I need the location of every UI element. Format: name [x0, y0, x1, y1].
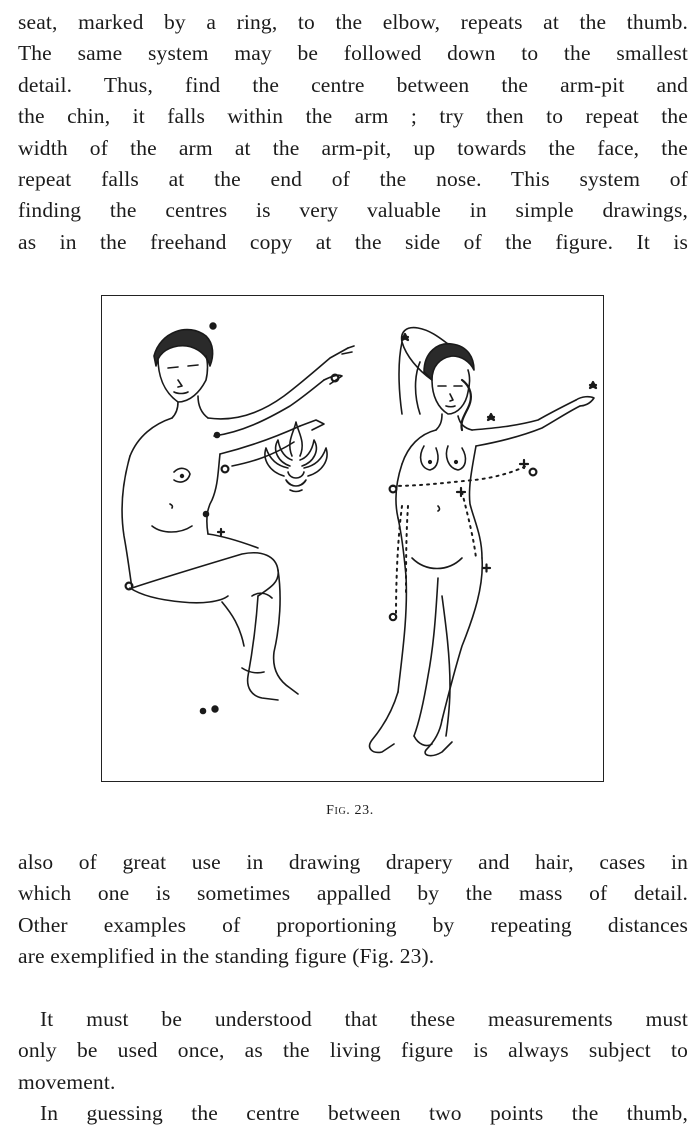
- standing-figure-drawing: [370, 328, 594, 756]
- marker-ring: [530, 469, 537, 476]
- marker-dot: [201, 709, 205, 713]
- marker-cross: [457, 488, 465, 496]
- marker-ring: [222, 466, 229, 473]
- figure-caption: Fig. 23.: [326, 803, 374, 818]
- text-line: also of great use in drawing drapery and hair, cases in: [18, 850, 688, 874]
- text-line: are exemplified in the standing figure (Fig. 23).: [18, 944, 435, 969]
- text-line: It must be understood that these measurements must: [40, 1007, 688, 1031]
- paragraph-bottom: [18, 847, 688, 973]
- marker-star: [488, 414, 494, 420]
- text-line: width of the arm at the arm-pit, up towards the face, the: [18, 135, 688, 160]
- marker-ring: [390, 614, 396, 620]
- marker-dot: [215, 433, 219, 437]
- text-line: movement.: [18, 1069, 116, 1094]
- figure-illustration: [102, 296, 605, 783]
- figure-23: [101, 295, 604, 782]
- marker-ring: [332, 375, 339, 382]
- measurement-markers: [126, 323, 596, 713]
- marker-cross: [218, 529, 224, 535]
- marker-ring: [390, 486, 397, 493]
- marker-dot: [204, 512, 208, 516]
- marker-dot: [212, 706, 217, 711]
- text-line: detail. Thus, find the centre between the arm-pit and: [18, 72, 688, 97]
- text-line: as in the freehand copy at the side of the figure. It is: [18, 229, 688, 254]
- marker-cross: [483, 565, 490, 572]
- paragraph-note: [18, 1004, 688, 1098]
- marker-cross: [520, 460, 528, 468]
- paragraph-top: [18, 7, 688, 258]
- text-line: seat, marked by a ring, to the elbow, repeats at the thumb.: [18, 10, 688, 34]
- text-line: In guessing the centre between two points the thumb,: [40, 1101, 688, 1125]
- text-line: repeat falls at the end of the nose. This system of: [18, 167, 688, 192]
- text-line: the chin, it falls within the arm ; try then to repeat the: [18, 104, 688, 129]
- marker-dot: [210, 323, 215, 328]
- text-line: finding the centres is very valuable in simple drawings,: [18, 198, 688, 223]
- text-line: Other examples of proportioning by repeating distances: [18, 912, 688, 937]
- marker-ring: [126, 583, 133, 590]
- marker-star: [402, 334, 408, 340]
- text-line: only be used once, as the living figure is always subject to: [18, 1038, 688, 1063]
- paragraph-final: [18, 1098, 688, 1129]
- text-line: The same system may be followed down to the smallest: [18, 41, 688, 66]
- marker-star: [590, 382, 596, 388]
- seated-figure-drawing: [122, 330, 354, 700]
- text-line: which one is sometimes appalled by the mass of detail.: [18, 881, 688, 906]
